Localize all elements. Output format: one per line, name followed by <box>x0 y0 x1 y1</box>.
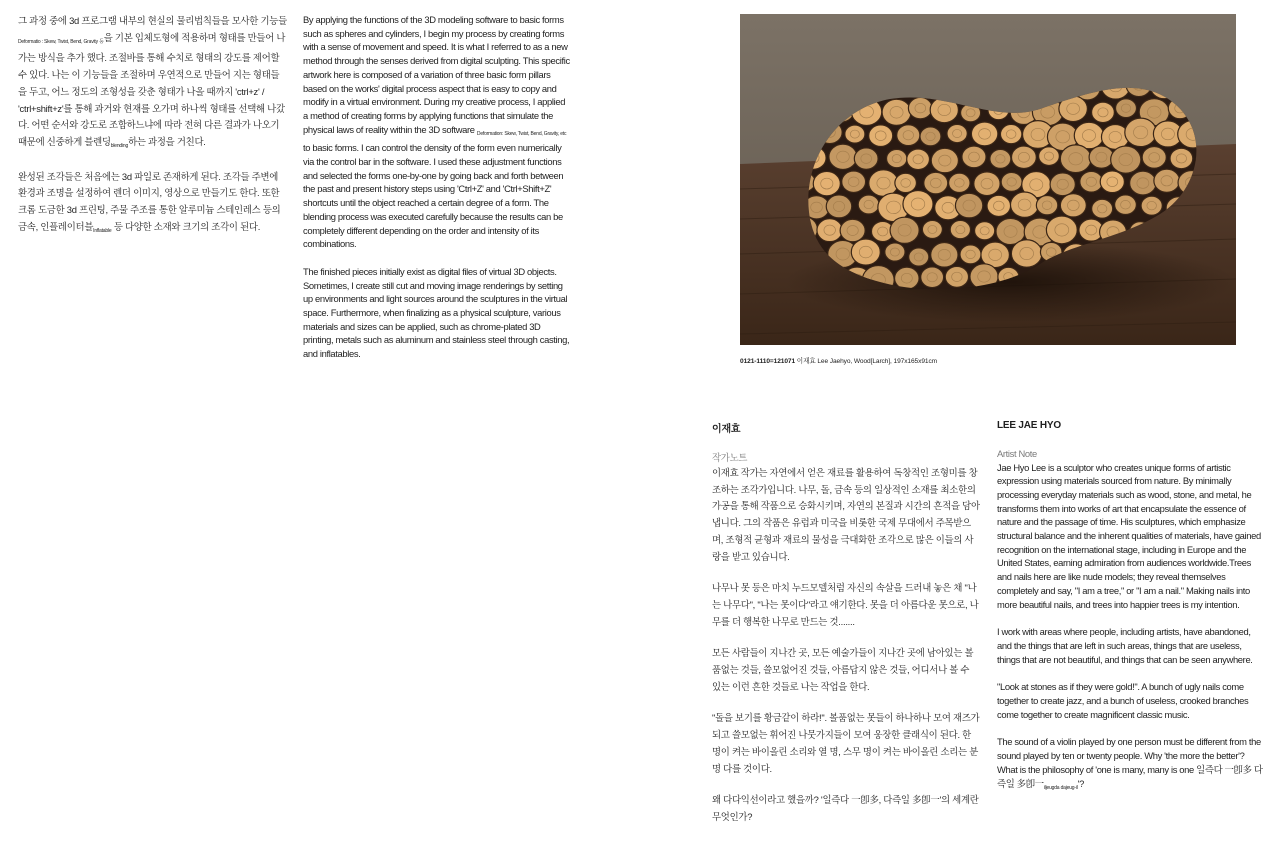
log-slice <box>1001 172 1022 191</box>
log-slice <box>813 171 840 195</box>
photo-caption <box>740 355 937 365</box>
english-footnote-romanization: iljeugda dajeug-il <box>1043 784 1078 791</box>
log-slice <box>1125 118 1157 147</box>
log-slice <box>1115 195 1137 215</box>
english-note-paragraph: "Look at stones as if they were gold!". A bunch of ugly nails come together to create jazz, and a bunch of useless, crooked branches come together to create magnificent classic music. <box>997 681 1249 720</box>
log-slice <box>1092 102 1115 122</box>
log-slice <box>1046 216 1077 244</box>
log-slice <box>885 243 905 261</box>
korean-footnote-inflatable: Inflatable <box>93 227 112 234</box>
log-slice <box>990 149 1011 168</box>
korean-process-text <box>18 13 288 253</box>
english-note-label: Artist Note <box>997 448 1037 459</box>
korean-note-paragraph: 모든 사람들이 지나간 곳, 모든 예술가들이 지나간 곳에 남아있는 볼품없는 것들, 쓸모없어진 것들, 아름답지 않은 것들, 어디서나 볼 수 있는 이런 흔한 것들로 나는 작업을 한다. <box>712 647 974 692</box>
log-slice <box>1089 146 1114 168</box>
log-slice <box>908 97 932 118</box>
log-slice <box>971 122 997 146</box>
log-slice <box>1050 173 1075 196</box>
log-slice <box>947 124 967 142</box>
log-slice <box>858 195 879 214</box>
korean-artist-name: 이재효 <box>712 424 741 435</box>
log-slice <box>1000 124 1021 143</box>
log-slice <box>826 195 852 218</box>
korean-paragraph-2: 완성된 조각들은 처음에는 3d 파일로 존재하게 된다. 조각들 주변에 환경과 조명을 설정하여 렌더 이미지, 영상으로 만들기도 한다. 또한 크롬 도금한 3d 프린팅, 주물 주조를 통한 알루미늄 스테인레스 등의 금속, 인플레이터블$_{Inflatable}$ 등 다양한 소재와 크기의 조각이 된다. <box>18 170 281 234</box>
log-slice <box>962 146 986 168</box>
log-slice <box>895 173 917 192</box>
log-slice <box>955 193 982 218</box>
log-slice <box>897 125 920 146</box>
log-slice <box>890 217 919 243</box>
log-slice <box>817 219 843 242</box>
log-slice <box>907 149 930 170</box>
english-process-text <box>303 13 571 375</box>
korean-footnote-blending: blending <box>110 142 129 149</box>
english-paragraph-2: The finished pieces initially exist as digital files of virtual 3D objects. Sometimes, I create still cut and moving image renderings by setting up environments and light sources around the sculptures in the virtual space. Furthermore, when finalizing as a physical sculpture, various materials and sizes can be applied, such as chrome-plated 3D printing, metals such as aluminum and stainless steel through casting, and inflatables. <box>303 265 570 360</box>
log-slice <box>987 195 1011 216</box>
log-slice <box>869 170 898 197</box>
caption-text: 이재효 Lee Jaehyo, Wood[Larch], 197x165x91cm <box>795 358 938 365</box>
english-artist-note <box>997 447 1265 809</box>
english-note-paragraph: Jae Hyo Lee is a sculptor who creates unique forms of artistic expression using materials sourced from nature. By minimally processing everyday materials such as wood, stone, and metal, he transforms them into works of art that encapsulate the essence of nature and the passage of time. His sculptures, which emphasize structural balance and the inherent qualities of materials, have gained recognition on the international stage, including in Europe and the United States, earning admiration from audiences worldwide.Trees and nails here are like nude models; they reveal themselves completely and say, "I am a tree," or "I am a nail." Making nails into more beautiful nails, and trees into happier trees is my intention. <box>997 461 1261 610</box>
korean-artist-note <box>712 451 980 841</box>
log-slice <box>1011 146 1036 168</box>
log-slice <box>1111 146 1141 173</box>
wood-sculpture-illustration <box>740 14 1236 345</box>
korean-note-label: 작가노트 <box>712 452 748 463</box>
log-slice <box>851 239 880 265</box>
korean-paragraph-1: 그 과정 중에 3d 프로그램 내부의 현실의 물리법칙들을 모사한 기능들$_{Deformatio : Skew, Twist, Bend, Gravity 등}$을 기본 입체도형에 적용하며 형태를 만들어 나가는 방식을 추가 했다. 조절바를 통해 수치로 형태의 강도를 제어할 수 있다. 나는 이 기능들을 조절하며 우연적으로 만들어 지는 형태들을 두고, 어느 정도의 조형성을 갖춘 형태가 나올 때까지 'ctrl+z' / 'ctrl+shift+z'를 통해 과거와 현재를 오가며 하나씩 형태를 선택해 나갔다. 어떤 순서와 강도로 조합하느냐에 따라 전혀 다른 결과가 나오기 때문에 신중하게 블렌딩$_{blending}$하는 과정을 거친다. <box>18 15 287 149</box>
korean-note-paragraph: 왜 다다익선이라고 했을까? '일즉다 一卽多, 다즉일 多卽一'의 세계란 무엇인가? <box>712 794 979 822</box>
log-slice <box>945 266 968 287</box>
log-slice <box>931 243 958 268</box>
log-slice <box>1141 196 1162 215</box>
log-slice <box>845 125 865 143</box>
log-slice <box>1060 145 1091 173</box>
korean-note-paragraph: 나무나 못 등은 마치 누드모델처럼 자신의 속살을 드러내 놓은 채 "나는 나무다", "나는 못이다"라고 얘기한다. 못을 더 아름다운 못으로, 나무를 더 행복한 나무로 만드는 것....... <box>712 582 979 627</box>
artwork-photo <box>740 14 1236 345</box>
log-slice <box>829 144 857 169</box>
log-slice <box>903 190 933 217</box>
log-slice <box>1142 147 1166 169</box>
english-note-paragraph: The sound of a violin played by one person must be different from the sound played by ten or twenty people. Why 'the more the better'? What is the philosophy of 'one is many, many is one 일즉다 一卽多 다즉일 多卽一$_{iljeugda dajeug-il}$'? <box>997 736 1263 791</box>
log-slice <box>887 149 907 167</box>
log-slice <box>1100 171 1124 193</box>
log-slice <box>1092 199 1113 218</box>
log-slice <box>949 173 970 192</box>
log-slice <box>974 172 1000 196</box>
log-slice <box>882 99 911 125</box>
log-slice <box>909 248 929 266</box>
log-slice <box>975 222 995 240</box>
log-slice <box>1036 196 1057 215</box>
english-paragraph-1: By applying the functions of the 3D modeling software to basic forms such as spheres and cylinders, I begin my process by creating forms with a sense of movement and speed. It is what I referred to as a new method through the senses derived from digital sculpting. This specific artwork here is composed of a variation of three basic form pillars based on the works' digital process aspect that is easy to copy and modify in a virtual environment. During my creative process, I applied a method of creating forms by applying functions that simulate the physical laws of reality within the 3D software $_{Deformation: Skew, Twist, Bend, Gravity, etc}$ to basic forms. I can control the density of the form even numerically via the control bar in the software. I used these adjustment functions and selected the forms one-by-one by going back and forth between the past and present history steps using 'Ctrl+Z' and 'Ctrl+Shift+Z' shortcuts until the object reached a certain degree of a form. The blending process was executed carefully because the results can be completely different depending on the order and intensity of its combinations. <box>303 14 570 250</box>
log-slice <box>1130 171 1156 195</box>
caption-code: 0121-1110=121071 <box>740 358 796 365</box>
log-slice <box>922 220 942 238</box>
log-slice <box>921 267 944 288</box>
log-slice <box>895 267 920 289</box>
log-slice <box>1060 194 1086 217</box>
log-slice <box>869 125 893 147</box>
log-slice <box>1011 240 1042 268</box>
korean-footnote-deformation: Deformatio : Skew, Twist, Bend, Gravity 등 <box>18 38 104 45</box>
english-note-paragraph: I work with areas where people, including artists, have abandoned, and the things that are left in such areas, things that are useless, things that are not beautiful, and things that can be seen anywhere. <box>997 626 1253 665</box>
korean-note-paragraph: 이재효 작가는 자연에서 얻은 재료를 활용하여 독창적인 조형미를 창조하는 조각가입니다. 나무, 돌, 금속 등의 일상적인 소재를 최소한의 가공을 통해 작품으로 승화시키며, 자연의 본질과 시간의 흔적을 담아냅니다. 그의 작품은 유럽과 미국을 비롯한 국제 무대에서 주목받으며, 조형적 균형과 재료의 물성을 극대화한 조각으로 많은 이들의 사랑을 받고 있습니다. <box>712 467 980 562</box>
log-slice <box>1116 99 1137 118</box>
log-slice <box>1039 147 1060 166</box>
log-slice <box>840 219 865 242</box>
log-slice <box>1154 169 1180 192</box>
log-slice <box>950 220 970 238</box>
log-slice <box>924 172 948 194</box>
log-slice <box>960 245 981 264</box>
log-slice <box>931 148 958 172</box>
log-slice <box>1010 192 1038 217</box>
english-artist-name: LEE JAE HYO <box>997 420 1061 431</box>
korean-note-paragraph: "돌을 보기를 황금같이 하라!". 볼품없는 못들이 하나하나 모여 재즈가 되고 쓸모없는 휘어진 나뭇가지들이 모여 웅장한 클래식이 된다. 한 명이 켜는 바이올린 소리와 열 명, 스무 명이 켜는 바이올린 소리는 분명 다를 것이다. <box>712 712 980 774</box>
log-slice <box>842 171 866 192</box>
log-slice <box>1170 148 1193 168</box>
log-slice <box>1080 171 1103 192</box>
log-slice <box>854 148 878 169</box>
english-footnote-deformation: Deformation: Skew, Twist, Bend, Gravity, etc <box>476 130 567 137</box>
log-slice <box>920 127 941 146</box>
